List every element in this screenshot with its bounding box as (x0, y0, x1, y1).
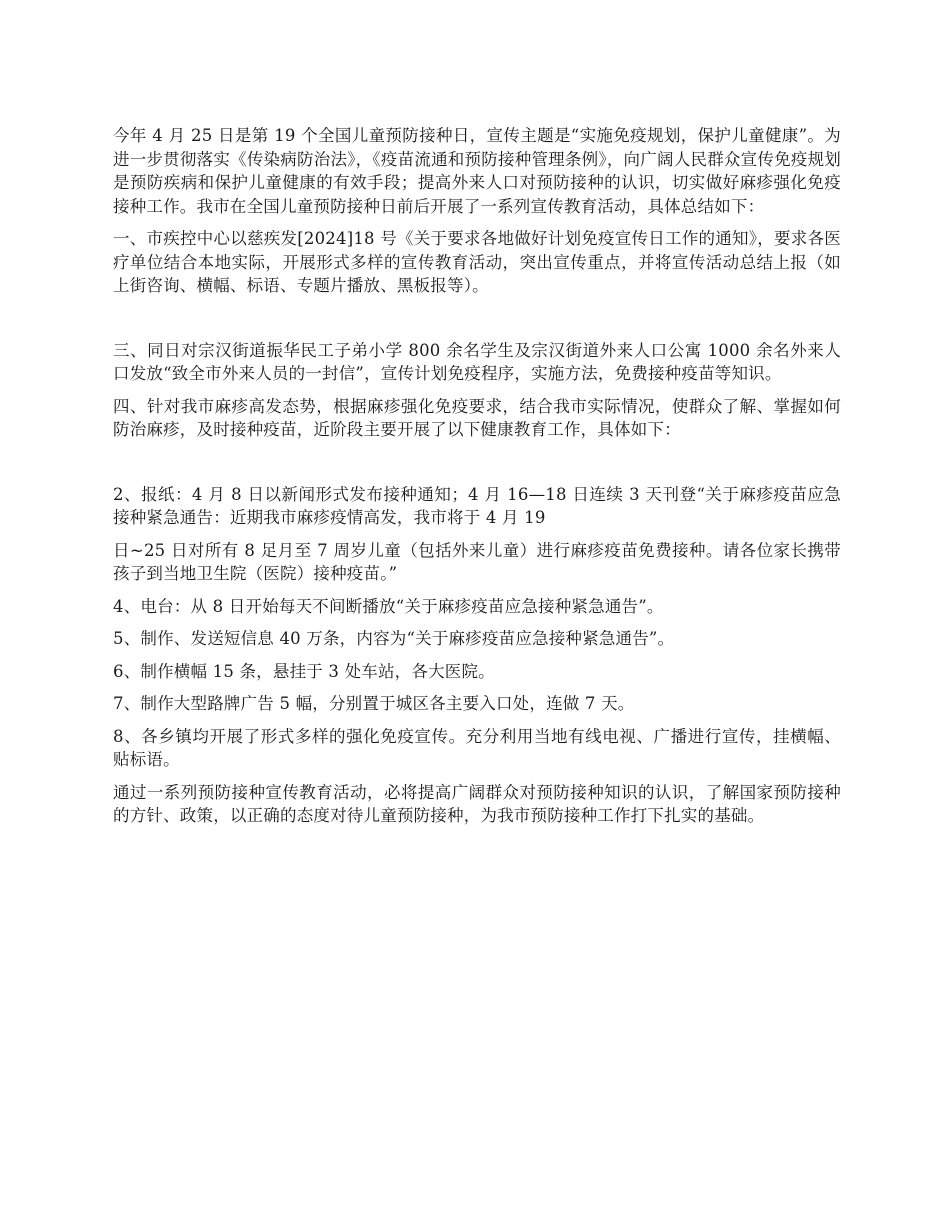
item-6-banner-paragraph: 6、制作横幅 15 条，悬挂于 3 处车站，各大医院。 (113, 661, 495, 681)
item-2-newspaper-paragraph: 2、报纸：4 月 8 日以新闻形式发布接种通知；4 月 16—18 日连续 3 天刊登“关于麻疹疫苗应急接种紧急通告：近期我市麻疹疫情高发，我市将于 4 月 19 (113, 484, 841, 527)
item-8-township-paragraph: 8、各乡镇均开展了形式多样的强化免疫宣传。充分利用当地有线电视、广播进行宣传，挂横幅、贴标语。 (113, 726, 841, 769)
item-4-radio-paragraph: 4、电台：从 8 日开始每天不间断播放“关于麻疹疫苗应急接种紧急通告”。 (113, 596, 664, 616)
item-2-continuation-paragraph: 日~25 日对所有 8 足月至 7 周岁儿童（包括外来儿童）进行麻疹疫苗免费接种。请各位家长携带孩子到当地卫生院（医院）接种疫苗。” (113, 540, 841, 583)
section-three-paragraph: 三、同日对宗汉街道振华民工子弟小学 800 余名学生及宗汉街道外来人口公寓 1000 余名外来人口发放“致全市外来人员的一封信”，宣传计划免疫程序，实施方法，免费接种疫苗等知识。 (113, 340, 841, 383)
document-body (113, 124, 841, 837)
conclusion-paragraph: 通过一系列预防接种宣传教育活动，必将提高广阔群众对预防接种知识的认识，了解国家预防接种的方针、政策，以正确的态度对待儿童预防接种，为我市预防接种工作打下扎实的基础。 (113, 782, 841, 825)
section-four-paragraph: 四、针对我市麻疹高发态势，根据麻疹强化免疫要求，结合我市实际情况，使群众了解、掌握如何防治麻疹，及时接种疫苗，近阶段主要开展了以下健康教育工作，具体如下： (113, 396, 841, 439)
blank-gap (113, 307, 841, 339)
item-5-sms-paragraph: 5、制作、发送短信息 40 万条，内容为“关于麻疹疫苗应急接种紧急通告”。 (113, 629, 675, 648)
blank-gap (113, 451, 841, 483)
item-7-billboard-paragraph: 7、制作大型路牌广告 5 幅，分别置于城区各主要入口处，连做 7 天。 (113, 694, 635, 713)
section-one-paragraph: 一、市疾控中心以慈疾发[2024]18 号《关于要求各地做好计划免疫宣传日工作的通知》，要求各医疗单位结合本地实际，开展形式多样的宣传教育活动，突出宣传重点，并将宣传活动总结上报（如上街咨询、横幅、标语、专题片播放、黑板报等）。 (113, 229, 841, 295)
intro-paragraph: 今年 4 月 25 日是第 19 个全国儿童预防接种日，宣传主题是“实施免疫规划，保护儿童健康”。为进一步贯彻落实《传染病防治法》，《疫苗流通和预防接种管理条例》，向广阔人民群众宣传免疫规划是预防疾病和保护儿童健康的有效手段；提高外来人口对预防接种的认识，切实做好麻疹强化免疫接种工作。我市在全国儿童预防接种日前后开展了一系列宣传教育活动，具体总结如下： (113, 126, 841, 216)
